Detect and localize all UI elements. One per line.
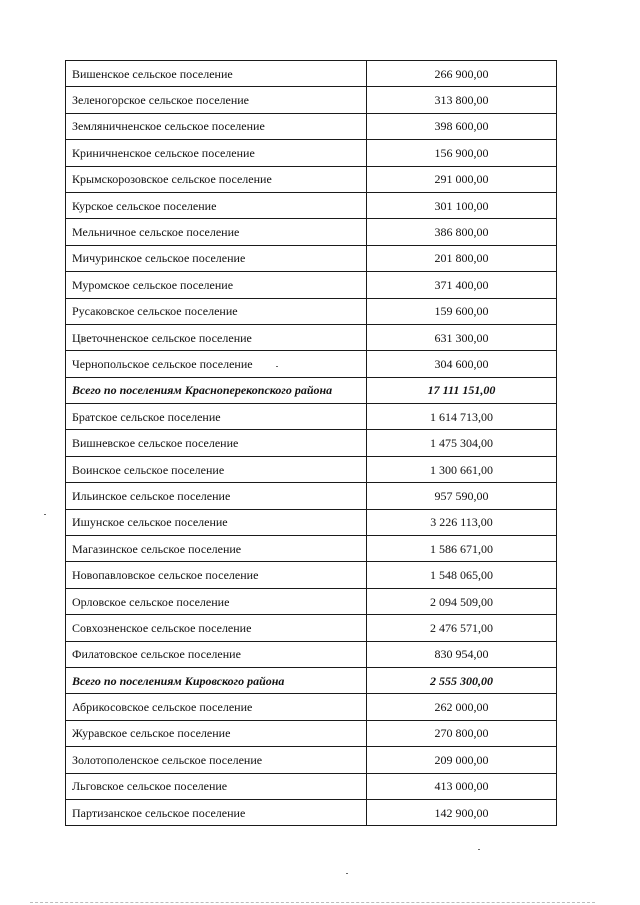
settlement-name-cell: Совхозненское сельское поселение: [66, 615, 367, 641]
amount-cell: 266 900,00: [367, 61, 557, 87]
settlement-name-cell: Журавское сельское поселение: [66, 720, 367, 746]
table-row: [66, 588, 557, 614]
amount-cell: 1 548 065,00: [367, 562, 557, 588]
table-row: [66, 113, 557, 139]
table-row: [66, 140, 557, 166]
table-row: [66, 562, 557, 588]
settlement-name-cell: Криничненское сельское поселение: [66, 140, 367, 166]
settlement-name-cell: Русаковское сельское поселение: [66, 298, 367, 324]
settlement-name-cell: Абрикосовское сельское поселение: [66, 694, 367, 720]
settlement-name-cell: Крымскорозовское сельское поселение: [66, 166, 367, 192]
settlement-name-cell: Ишунское сельское поселение: [66, 509, 367, 535]
amount-cell: 371 400,00: [367, 272, 557, 298]
settlement-allocation-table: [65, 60, 557, 826]
table-row: [66, 404, 557, 430]
total-amount-cell: 2 555 300,00: [367, 667, 557, 693]
table-row: [66, 641, 557, 667]
amount-cell: 1 614 713,00: [367, 404, 557, 430]
settlement-name-cell: Мичуринское сельское поселение: [66, 245, 367, 271]
amount-cell: 313 800,00: [367, 87, 557, 113]
settlement-name-cell: Зеленогорское сельское поселение: [66, 87, 367, 113]
table-row: [66, 799, 557, 825]
amount-cell: 291 000,00: [367, 166, 557, 192]
settlement-name-cell: Новопавловское сельское поселение: [66, 562, 367, 588]
settlement-name-cell: Ильинское сельское поселение: [66, 483, 367, 509]
amount-cell: 2 094 509,00: [367, 588, 557, 614]
table-row: [66, 483, 557, 509]
amount-cell: 1 300 661,00: [367, 456, 557, 482]
table-row: [66, 87, 557, 113]
amount-cell: 301 100,00: [367, 192, 557, 218]
amount-cell: 156 900,00: [367, 140, 557, 166]
amount-cell: 830 954,00: [367, 641, 557, 667]
table-row: [66, 615, 557, 641]
amount-cell: 159 600,00: [367, 298, 557, 324]
table-row: [66, 61, 557, 87]
amount-cell: 413 000,00: [367, 773, 557, 799]
settlement-name-cell: Орловское сельское поселение: [66, 588, 367, 614]
table-body: [66, 61, 557, 826]
table-row: [66, 351, 557, 377]
amount-cell: 262 000,00: [367, 694, 557, 720]
total-label-cell: Всего по поселениям Кировского района: [66, 667, 367, 693]
amount-cell: 631 300,00: [367, 324, 557, 350]
table-row: [66, 720, 557, 746]
table-row: [66, 324, 557, 350]
table-row: [66, 430, 557, 456]
settlement-name-cell: Курское сельское поселение: [66, 192, 367, 218]
amount-cell: 270 800,00: [367, 720, 557, 746]
amount-cell: 398 600,00: [367, 113, 557, 139]
table-row: [66, 456, 557, 482]
total-label-cell: Всего по поселениям Красноперекопского района: [66, 377, 367, 403]
table-row: [66, 509, 557, 535]
settlement-name-cell: Филатовское сельское поселение: [66, 641, 367, 667]
settlement-name-cell: Льговское сельское поселение: [66, 773, 367, 799]
settlement-name-cell: Братское сельское поселение: [66, 404, 367, 430]
settlement-name-cell: Воинское сельское поселение: [66, 456, 367, 482]
settlement-name-cell: Земляничненское сельское поселение: [66, 113, 367, 139]
settlement-name-cell: Партизанское сельское поселение: [66, 799, 367, 825]
scan-speck: [44, 514, 46, 515]
settlement-name-cell: Муромское сельское поселение: [66, 272, 367, 298]
amount-cell: 1 586 671,00: [367, 536, 557, 562]
settlement-name-cell: Цветочненское сельское поселение: [66, 324, 367, 350]
table-row: [66, 166, 557, 192]
settlement-name-cell: Вишенское сельское поселение: [66, 61, 367, 87]
amount-cell: 142 900,00: [367, 799, 557, 825]
table-row: [66, 747, 557, 773]
settlement-name-cell: Золотополенское сельское поселение: [66, 747, 367, 773]
scan-speck: [346, 873, 348, 874]
amount-cell: 304 600,00: [367, 351, 557, 377]
amount-cell: 3 226 113,00: [367, 509, 557, 535]
table-row: [66, 694, 557, 720]
table-row: [66, 192, 557, 218]
table-row: [66, 272, 557, 298]
amount-cell: 386 800,00: [367, 219, 557, 245]
amount-cell: 1 475 304,00: [367, 430, 557, 456]
settlement-name-cell: Вишневское сельское поселение: [66, 430, 367, 456]
table-total-row: [66, 377, 557, 403]
table-row: [66, 536, 557, 562]
settlement-name-cell: Магазинское сельское поселение: [66, 536, 367, 562]
table-row: [66, 298, 557, 324]
settlement-name-cell: Мельничное сельское поселение: [66, 219, 367, 245]
amount-cell: 2 476 571,00: [367, 615, 557, 641]
scan-speck: [276, 366, 278, 367]
amount-cell: 209 000,00: [367, 747, 557, 773]
scan-edge-line: [30, 902, 595, 903]
amount-cell: 201 800,00: [367, 245, 557, 271]
table-row: [66, 219, 557, 245]
total-amount-cell: 17 111 151,00: [367, 377, 557, 403]
table-row: [66, 773, 557, 799]
table-total-row: [66, 667, 557, 693]
settlement-name-cell: Чернопольское сельское поселение: [66, 351, 367, 377]
table-row: [66, 245, 557, 271]
amount-cell: 957 590,00: [367, 483, 557, 509]
scan-speck: [478, 849, 480, 850]
